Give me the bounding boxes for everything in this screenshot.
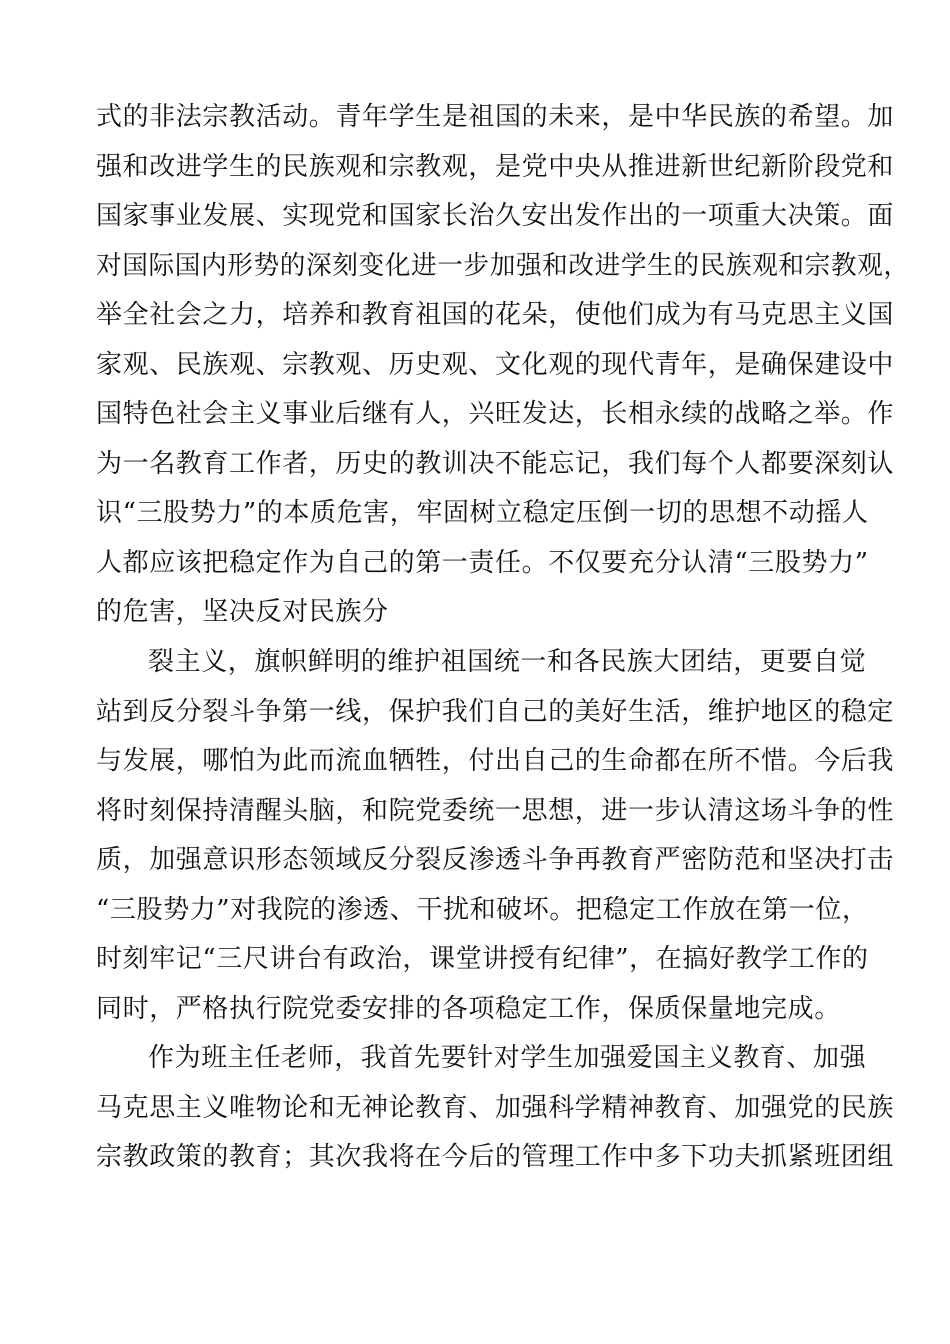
text-line: 家观、民族观、宗教观、历史观、文化观的现代青年，是确保建设中 (96, 350, 895, 380)
text-line: 质，加强意识形态领域反分裂反渗透斗争再教育严密防范和坚决打击 (96, 845, 895, 875)
text-line: 将时刻保持清醒头脑，和院党委统一思想，进一步认清这场斗争的性 (96, 796, 895, 826)
text-line: 强和改进学生的民族观和宗教观，是党中央从推进新世纪新阶段党和 (96, 152, 895, 182)
text-line: 马克思主义唯物论和无神论教育、加强科学精神教育、加强党的民族 (96, 1093, 895, 1123)
text-line: 与发展，哪怕为此而流血牺牲，付出自己的生命都在所不惜。今后我 (96, 746, 895, 776)
text-line: 站到反分裂斗争第一线，保护我们自己的美好生活，维护地区的稳定 (96, 697, 895, 727)
text-line: 国家事业发展、实现党和国家长治久安出发作出的一项重大决策。面 (96, 201, 895, 231)
text-line: “三股势力”对我院的渗透、干扰和破坏。把稳定工作放在第一位， (96, 895, 869, 925)
text-line: 宗教政策的教育；其次我将在今后的管理工作中多下功夫抓紧班团组 (96, 1142, 895, 1172)
text-line: 时刻牢记“三尺讲台有政治，课堂讲授有纪律”，在搞好教学工作的 (96, 944, 869, 974)
text-line: 对国际国内形势的深刻变化进一步加强和改进学生的民族观和宗教观， (96, 251, 910, 281)
text-line: 识“三股势力”的本质危害，牢固树立稳定压倒一切的思想不动摇人 (96, 498, 869, 528)
text-line: 举全社会之力，培养和教育祖国的花朵，使他们成为有马克思主义国 (96, 300, 895, 330)
text-line: 国特色社会主义事业后继有人，兴旺发达，长相永续的战略之举。作 (96, 399, 895, 429)
text-line: 人都应该把稳定作为自己的第一责任。不仅要充分认清“三股势力” (96, 548, 869, 578)
text-line: 作为班主任老师，我首先要针对学生加强爱国主义教育、加强 (148, 1043, 867, 1073)
text-line: 裂主义，旗帜鲜明的维护祖国统一和各民族大团结，更要自觉 (148, 647, 867, 677)
text-line: 为一名教育工作者，历史的教训决不能忘记，我们每个人都要深刻认 (96, 449, 895, 479)
text-line: 同时，严格执行院党委安排的各项稳定工作，保质保量地完成。 (96, 994, 841, 1024)
text-line: 式的非法宗教活动。青年学生是祖国的未来，是中华民族的希望。加 (96, 102, 895, 132)
text-line: 的危害，坚决反对民族分 (96, 597, 389, 627)
